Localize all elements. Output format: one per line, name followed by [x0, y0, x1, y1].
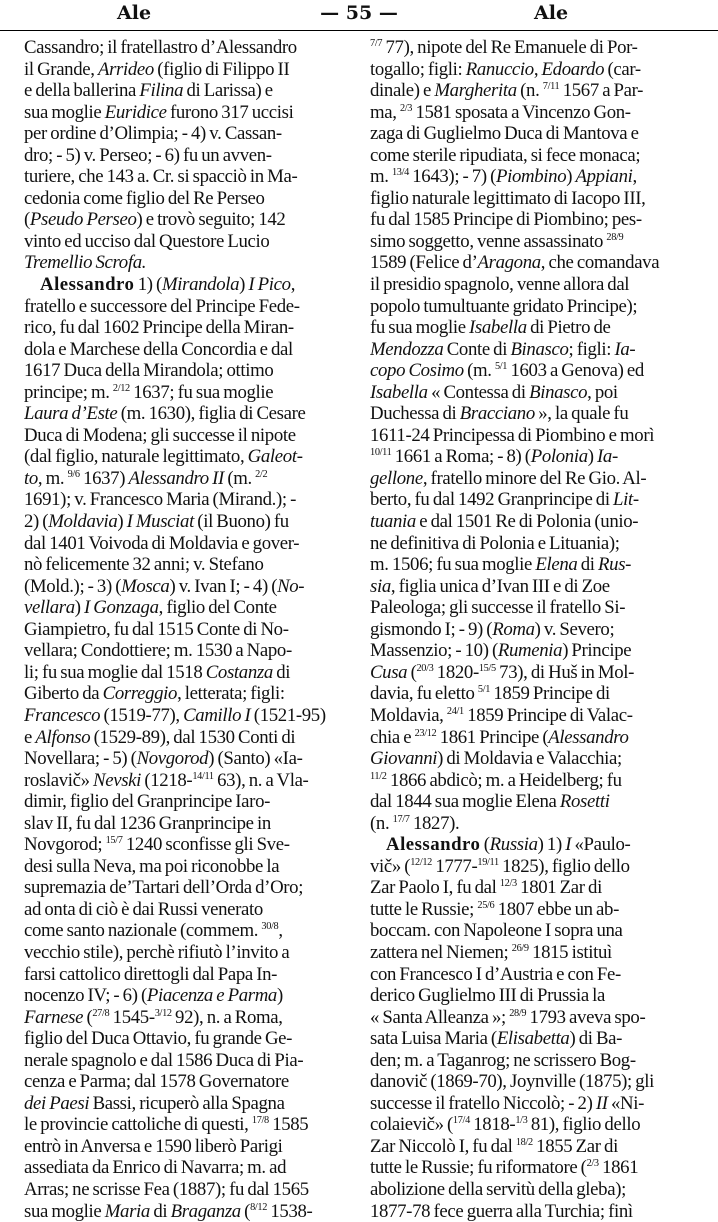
text-line: sata Luisa Maria (Elisabetta) di Ba- [370, 1028, 623, 1050]
italic-text: Piacenza e Parma [146, 985, 277, 1007]
text-line: simo soggetto, venne assassinato $^{28/9}$ [370, 230, 624, 252]
italic-text: Cusa [370, 661, 408, 683]
text-line [24, 252, 361, 274]
text-line: dei Paesi Bassi, ricuperò alla Spagna [24, 1092, 285, 1114]
text-line: con Francesco I d’Austria e con Fe- [370, 963, 621, 985]
text-line: gellone, fratello minore del Re Gio. Al- [370, 467, 647, 489]
date-fraction: 26/9 [511, 942, 529, 954]
text-line: successe il fratello Niccolò; - 2) II «Ni- [370, 1092, 645, 1114]
date-fraction: 24/1 [446, 705, 464, 717]
text-line: entrò in Anversa e 1590 liberò Parigi [24, 1135, 283, 1157]
text-line: togallo; figli: Ranuccio, Edoardo (car- [370, 58, 641, 80]
text-line: Laura d’Este (m. 1630), figlia di Cesare [24, 403, 306, 425]
text-line: colaievič» ($^{17/4}$ 1818-$^{1/3}$ 81), figlio dello [370, 1114, 641, 1136]
text-line: abolizione della servitù della gleba); [370, 1178, 626, 1200]
text-line: vinto ed ucciso dal Questore Lucio [24, 230, 270, 252]
text-line: dimir, figlio del Granprincipe Iaro- [24, 791, 271, 813]
italic-text: Galeot- [247, 446, 303, 468]
italic-text: Russia [489, 834, 538, 856]
date-fraction: 11/2 [370, 770, 387, 782]
italic-text: Laura d’Este [24, 403, 118, 425]
italic-text: Aragona [477, 252, 541, 274]
text-line: Duca di Modena; gli successe il nipote [24, 424, 296, 446]
text-line: turiere, che 143 a. Cr. si spacciò in Ma- [24, 166, 298, 188]
date-fraction: 5/1 [494, 360, 508, 372]
text-line: $^{7/7}$ 77), nipote del Re Emanuele di Por- [370, 37, 638, 58]
italic-text: Filina [139, 80, 184, 102]
text-line: (Pseudo Perseo) e trovò seguito; 142 [24, 209, 286, 231]
date-fraction: 14/11 [192, 770, 214, 782]
date-fraction: 13/4 [391, 167, 409, 179]
text-line: nocenzo IV; - 6) (Piacenza e Parma) [24, 985, 283, 1007]
date-fraction: 2/2 [255, 468, 268, 480]
text-line: m. 1506; fu sua moglie Elena di Rus- [370, 554, 632, 576]
date-fraction: 7/11 [542, 80, 560, 92]
text-line: zaga di Guglielmo Duca di Mantova e [370, 123, 639, 145]
date-fraction: 12/3 [499, 878, 517, 890]
italic-text: I Musciat [126, 511, 194, 533]
italic-text: Pseudo Perseo [29, 209, 137, 231]
text-line: boccam. con Napoleone I sopra una [370, 920, 623, 942]
text-line: Novgorod; $^{15/7}$ 1240 sconfisse gli Sve- [24, 834, 290, 856]
italic-text: Maria [104, 1200, 150, 1222]
italic-text: I [565, 834, 572, 856]
text-line: vecchio stile), perchè rifiutò l’invito a [24, 941, 290, 963]
italic-text: Giovanni [370, 748, 438, 770]
text-line: dal 1401 Voivoda di Moldavia e gover- [24, 532, 300, 554]
header-left-keyword: Ale [117, 2, 152, 24]
italic-text: dei Paesi [24, 1092, 90, 1114]
text-line: Arras; ne scrisse Fea (1887); fu dal 1565 [24, 1178, 309, 1200]
date-fraction: 10/11 [370, 447, 392, 459]
text-line: Novellara; - 5) (Novgorod) (Santo) «Ia- [24, 748, 303, 770]
page-number: — 55 — [320, 2, 398, 24]
text-line: e Alfonso (1529-89), dal 1530 Conti di [24, 726, 296, 748]
text-line: ad onta di ciò è dai Russi venerato [24, 898, 263, 920]
text-line: Farnese ($^{27/8}$ 1545-$^{3/12}$ 92), n. a Roma, [24, 1006, 283, 1028]
date-fraction: 2/12 [112, 382, 130, 394]
date-fraction: 23/12 [414, 727, 437, 739]
left-text-column [24, 37, 361, 1222]
text-line: e della ballerina Filina di Larissa) e [24, 80, 273, 102]
italic-text: Rus- [598, 554, 632, 576]
text-line: Massenzio; - 10) (Rumenia) Principe [370, 640, 632, 662]
date-fraction: 15/5 [478, 662, 496, 674]
italic-text: Ranuccio [465, 58, 534, 80]
italic-text: I Pico [248, 274, 291, 296]
italic-text: Elisabetta [496, 1028, 570, 1050]
text-line: vič» ($^{12/12}$ 1777-$^{19/11}$ 1825), figlio dello [370, 855, 630, 877]
text-line: derico Guglielmo III di Prussia la [370, 985, 606, 1007]
italic-text: Moldavia [48, 511, 118, 533]
date-fraction: 1/3 [515, 1115, 528, 1127]
text-line: tuania e dal 1501 Re di Polonia (unio- [370, 511, 639, 533]
text-line: roslavič» Nevski (1218-$^{14/11}$ 63), n. a Vla- [24, 769, 309, 791]
italic-text: Rosetti [559, 791, 610, 813]
text-line: fu dal 1585 Principe di Piombino; pes- [370, 209, 642, 231]
italic-text: Mendozza [370, 338, 444, 360]
text-line: il Grande, Arrideo (figlio di Filippo II [24, 58, 290, 80]
italic-text: Mosca [121, 575, 170, 597]
italic-text: Ia- [614, 338, 636, 360]
text-line: Mendozza Conte di Binasco; figli: Ia- [370, 338, 636, 360]
italic-text: vellara [24, 597, 75, 619]
text-line: per ordine d’Olimpia; - 4) v. Cassan- [24, 123, 282, 145]
italic-text: Appiani [575, 166, 633, 188]
italic-text: Correggio [102, 683, 178, 705]
text-line: chia e $^{23/12}$ 1861 Principe (Alessandro [370, 726, 629, 748]
italic-text: Arrideo [97, 58, 154, 80]
text-line: Giberto da Correggio, letterata; figli: [24, 683, 285, 705]
text-line: Zar Niccolò I, fu dal $^{18/2}$ 1855 Zar di [370, 1135, 618, 1157]
date-fraction: 12/12 [410, 856, 432, 868]
text-line: le provincie cattoliche di questi, $^{17/8}$ 1585 [24, 1114, 309, 1136]
italic-text: Polonia [530, 446, 588, 468]
text-line: farsi cattolico direttogli dal Papa In- [24, 963, 278, 985]
date-fraction: 28/9 [606, 231, 624, 243]
entry-headword: Alessandro [386, 834, 481, 856]
text-line: Alessandro (Russia) 1) I «Paulo- [386, 834, 631, 856]
date-fraction: 7/7 [370, 37, 383, 49]
text-line: davia, fu eletto $^{5/1}$ 1859 Principe di [370, 683, 610, 705]
text-line: 1617 Duca della Mirandola; ottimo [24, 360, 274, 382]
text-line: 1877-78 fece guerra alla Turchia; finì [370, 1200, 633, 1222]
text-line: popolo tumultuante gridato Principe); [370, 295, 638, 317]
italic-text: Camillo I [183, 704, 251, 726]
text-line: to, m. $^{9/6}$ 1637) Alessandro II (m. $^{2/2}$ [24, 467, 268, 489]
text-line: m. $^{13/4}$ 1643); - 7) (Piombino) Appiani, [370, 166, 637, 188]
italic-text: I Gonzaga [84, 597, 159, 619]
text-line: il presidio spagnolo, venne allora dal [370, 274, 630, 296]
header-right-keyword: Ale [534, 2, 569, 24]
italic-text: Isabella [469, 317, 527, 339]
text-line: berto, fu dal 1492 Granprincipe di Lit- [370, 489, 639, 511]
text-line: Cassandro; il fratellastro d’Alessandro [24, 37, 297, 58]
text-line: copo Cosimo (m. $^{5/1}$ 1603 a Genova) ed [370, 360, 644, 382]
text-line: fu sua moglie Isabella di Pietro de [370, 317, 611, 339]
date-fraction: 2/3 [586, 1158, 599, 1170]
text-line: assediata da Enrico di Navarra; m. ad [24, 1157, 287, 1179]
running-header [0, 0, 718, 31]
text-line: 1691); v. Francesco Maria (Mirand.); - [24, 489, 297, 511]
text-line: Cusa ($^{20/3}$ 1820-$^{15/5}$ 73), di Huš in Mol- [370, 661, 635, 683]
date-fraction: 5/1 [477, 684, 491, 696]
italic-text: Bracciano [459, 403, 535, 425]
date-fraction: 30/8 [261, 921, 279, 933]
italic-text: Elena [535, 554, 578, 576]
italic-text: tuania [370, 511, 416, 533]
text-line: ma, $^{2/3}$ 1581 sposata a Vincenzo Gon- [370, 101, 631, 123]
text-line: nerale spagnolo e dal 1586 Duca di Pia- [24, 1049, 304, 1071]
text-line: Isabella « Contessa di Binasco, poi [370, 381, 618, 403]
text-line: slav II, fu dal 1236 Granprincipe in [24, 812, 271, 834]
italic-text: to [24, 467, 38, 489]
text-line: come santo nazionale (commem. $^{30/8}$, [24, 920, 283, 942]
italic-text: Binasco [529, 381, 588, 403]
text-line: Giampietro, fu dal 1515 Conte di No- [24, 618, 289, 640]
text-line: (dal figlio, naturale legittimato, Galeot- [24, 446, 303, 468]
italic-text: Margherita [434, 80, 517, 102]
date-fraction: 28/9 [509, 1007, 527, 1019]
text-line: figlio naturale legittimato di Iacopo III, [370, 187, 646, 209]
date-fraction: 3/12 [154, 1007, 172, 1019]
text-line: Zar Paolo I, fu dal $^{12/3}$ 1801 Zar di [370, 877, 602, 899]
text-line: (n. $^{17/7}$ 1827). [370, 812, 460, 834]
text-line: Alessandro 1) (Mirandola) I Pico, [40, 274, 296, 296]
text-line: dal 1844 sua moglie Elena Rosetti [370, 791, 610, 813]
text-line: $^{11/2}$ 1866 abdicò; m. a Heidelberg; fu [370, 769, 622, 791]
italic-text: Edoardo [541, 58, 605, 80]
italic-text: No- [277, 575, 305, 597]
text-line: 1589 (Felice d’Aragona, che comandava [370, 252, 660, 274]
italic-text: Costanza [205, 661, 273, 683]
date-fraction: 18/2 [515, 1136, 533, 1148]
text-line: sua moglie Maria di Braganza ($^{8/12}$ 1538- [24, 1200, 313, 1222]
text-line: Duchessa di Bracciano », la quale fu [370, 403, 629, 425]
date-fraction: 17/8 [251, 1115, 269, 1127]
text-line: sua moglie Euridice furono 317 uccisi [24, 101, 294, 123]
italic-text: Piombino [496, 166, 567, 188]
italic-text: Nevski [93, 769, 142, 791]
text-line: ne definitiva di Polonia e Lituania); [370, 532, 620, 554]
entry-headword: Alessandro [40, 274, 135, 296]
text-line: tutte le Russie; fu riformatore ($^{2/3}$ 1861 [370, 1157, 639, 1179]
italic-text: Binasco [510, 338, 569, 360]
text-line: dinale) e Margherita (n. $^{7/11}$ 1567 a Par- [370, 80, 644, 102]
text-line: dola e Marchese della Concordia e dal [24, 338, 293, 360]
italic-text: Alfonso [35, 726, 91, 748]
italic-text: Roma [492, 618, 535, 640]
date-fraction: 20/3 [416, 662, 434, 674]
text-line: Moldavia, $^{24/1}$ 1859 Principe di Valac- [370, 704, 633, 726]
italic-text: Novgorod [136, 748, 209, 770]
text-line: den; m. a Taganrog; ne scrissero Bog- [370, 1049, 636, 1071]
italic-text: Ia- [597, 446, 618, 468]
text-line: zattera nel Niemen; $^{26/9}$ 1815 istituì [370, 941, 612, 963]
text-line: cedonia come figlio del Re Perseo [24, 187, 265, 209]
text-line: 1611-24 Principessa di Piombino e morì [370, 424, 655, 446]
date-fraction: 25/6 [477, 899, 495, 911]
right-text-column [370, 37, 707, 1222]
italic-text: Alessandro II [128, 467, 224, 489]
date-fraction: 17/4 [452, 1115, 470, 1127]
italic-text: copo Cosimo [370, 360, 464, 382]
italic-text: Lit- [613, 489, 639, 511]
text-line: dro; - 5) v. Perseo; - 6) fu un avven- [24, 144, 272, 166]
text-line: vellara) I Gonzaga, figlio del Conte [24, 597, 277, 619]
text-line: gismondo I; - 9) (Roma) v. Severo; [370, 618, 615, 640]
italic-text: Farnese [24, 1006, 84, 1028]
italic-text: gellone [370, 467, 423, 489]
text-line: supremazia de’Tartari dell’Orda d’Oro; [24, 877, 304, 899]
date-fraction: 19/11 [477, 856, 499, 868]
italic-text: Tremellio Scrofa. [24, 252, 147, 274]
text-line: cenza e Parma; dal 1578 Governatore [24, 1071, 289, 1093]
text-line: sia, figlia unica d’Ivan III e di Zoe [370, 575, 610, 597]
italic-text: Isabella [370, 381, 428, 403]
text-line: $^{10/11}$ 1661 a Roma; - 8) (Polonia) Ia- [370, 446, 618, 468]
date-fraction: 27/8 [92, 1007, 110, 1019]
italic-text: Mirandola [161, 274, 240, 296]
text-line: come sterile ripudiata, si fece monaca; [370, 144, 641, 166]
text-line: li; fu sua moglie dal 1518 Costanza di [24, 661, 291, 683]
text-line: nò felicemente 32 anni; v. Stefano [24, 554, 264, 576]
italic-text: Rumenia [497, 640, 563, 662]
text-line: principe; m. $^{2/12}$ 1637; fu sua moglie [24, 381, 274, 403]
text-line: 2) (Moldavia) I Musciat (il Buono) fu [24, 511, 289, 533]
italic-text: Alessandro [548, 726, 629, 748]
italic-text: II [595, 1092, 608, 1114]
text-line: fratello e successore del Principe Fede- [24, 295, 300, 317]
date-fraction: 17/7 [392, 813, 410, 825]
text-line: « Santa Alleanza »; $^{28/9}$ 1793 aveva spo- [370, 1006, 646, 1028]
text-line: rico, fu dal 1602 Principe della Miran- [24, 317, 294, 339]
text-line: danovič (1869-70), Joynville (1875); gli [370, 1071, 655, 1093]
text-line: Paleologa; gli successe il fratello Si- [370, 597, 626, 619]
date-fraction: 2/3 [399, 102, 413, 114]
italic-text: Francesco [24, 704, 101, 726]
italic-text: Euridice [104, 101, 167, 123]
text-line: Francesco (1519-77), Camillo I (1521-95) [24, 704, 326, 726]
date-fraction: 15/7 [105, 835, 123, 846]
text-line: figlio del Duca Ottavio, fu grande Ge- [24, 1028, 293, 1050]
text-line: Giovanni) di Moldavia e Valacchia; [370, 748, 622, 770]
text-line: vellara; Condottiere; m. 1530 a Napo- [24, 640, 292, 662]
text-line: desi sulla Neva, ma poi riconobbe la [24, 855, 280, 877]
text-line: (Mold.); - 3) (Mosca) v. Ivan I; - 4) (No- [24, 575, 305, 597]
date-fraction: 9/6 [67, 468, 80, 480]
date-fraction: 8/12 [250, 1201, 268, 1213]
text-line: tutte le Russie; $^{25/6}$ 1807 ebbe un ab- [370, 898, 619, 920]
italic-text: Braganza [170, 1200, 241, 1222]
italic-text: sia [370, 575, 391, 597]
